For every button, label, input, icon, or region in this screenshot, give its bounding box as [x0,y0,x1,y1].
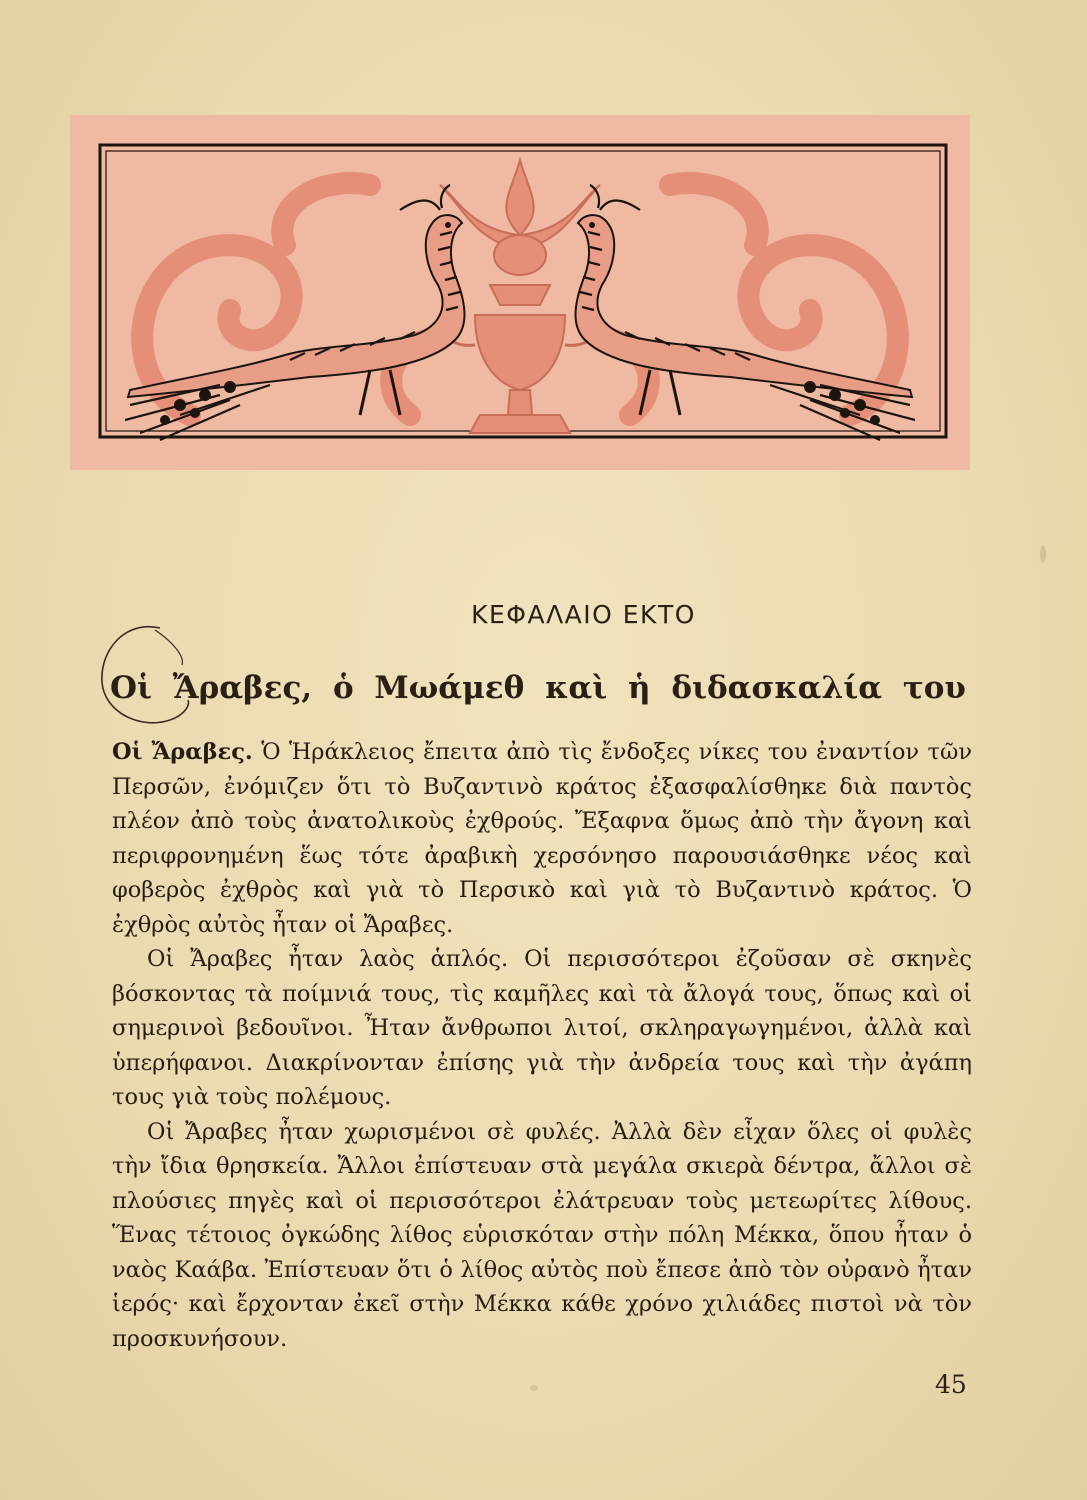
paragraph-1 [112,735,972,942]
chapter-title: Οἱ Ἄραβες, ὁ Μωάμεθ καὶ ἡ διδασκαλία του [110,670,966,706]
chapter-label: ΚΕΦΑΛΑΙΟ ΕΚΤΟ [471,600,696,629]
chapter-ornament-banner [70,115,970,470]
paragraph-3: Οἱ Ἄραβες ἦταν χωρισμένοι σὲ φυλές. Ἀλλὰ δὲν εἶχαν ὅλες οἱ φυλὲς τὴν ἴδια θρησκεία. Ἄλλοι ἐπίστευαν στὰ μεγάλα σκιερὰ δέντρα, ἄλλοι σὲ πλούσιες πηγὲς καὶ οἱ περισσότεροι ἐλάτρευαν τοὺς μετεωρίτες λίθους. Ἕνας τέτοιος ὀγκώδης λίθος εὑρισκόταν στὴν πόλη Μέκκα, ὅπου ἦταν ὁ ναὸς Καάβα. Ἐπίστευαν ὅτι ὁ λίθος αὐτὸς ποὺ ἔπεσε ἀπὸ τὸν οὐρανὸ ἦταν ἱερός· καὶ ἔρχονταν ἐκεῖ στὴν Μέκκα κάθε χρόνο χιλιάδες πιστοὶ νὰ τὸν προσκυνήσουν. [112,1118,972,1352]
paragraph-1-text: Ὁ Ἡράκλειος ἔπειτα ἀπὸ τὶς ἔνδοξες νίκες του ἐναντίον τῶν Περσῶν, ἐνόμιζεν ὅτι τὸ Βυζαντινὸ κράτος ἐξασφαλίσθηκε διὰ παντὸς πλέον ἀπὸ τοὺς ἀνατολικοὺς ἐχθρούς. Ἔξαφνα ὅμως ἀπὸ τὴν ἄγονη καὶ περιφρονημένη ἕως τότε ἀραβικὴ χερσόνησο παρουσιάσθηκε νέος καὶ φοβερὸς ἐχθρὸς καὶ γιὰ τὸ Περσικὸ καὶ γιὰ τὸ Βυζαντινὸ κράτος. Ὁ ἐχθρὸς αὐτὸς ἦταν οἱ Ἄραβες. [112,739,973,938]
paragraph-2: Οἱ Ἄραβες ἦταν λαὸς ἁπλός. Οἱ περισσότεροι ἐζοῦσαν σὲ σκηνὲς βόσκοντας τὰ ποίμνιά τους, τὶς καμῆλες καὶ τὰ ἄλογά τους, ὅπως καὶ οἱ σημερινοὶ βεδουῖνοι. Ἦταν ἄνθρωποι λιτοί, σκληραγωγημένοι, ἀλλὰ καὶ ὑπερήφανοι. Διακρίνονταν ἐπίσης γιὰ τὴν ἀνδρεία τους καὶ τὴν ἀγάπη τους γιὰ τοὺς πολέμους. [112,946,972,1110]
paper-stain [1040,545,1046,563]
body-text [112,735,972,1356]
paper-stain [530,1385,538,1391]
section-lead-heading: Οἱ Ἄραβες. [112,739,253,765]
page-number: 45 [935,1370,967,1399]
peacocks-and-vase-ornament-icon [70,115,970,470]
